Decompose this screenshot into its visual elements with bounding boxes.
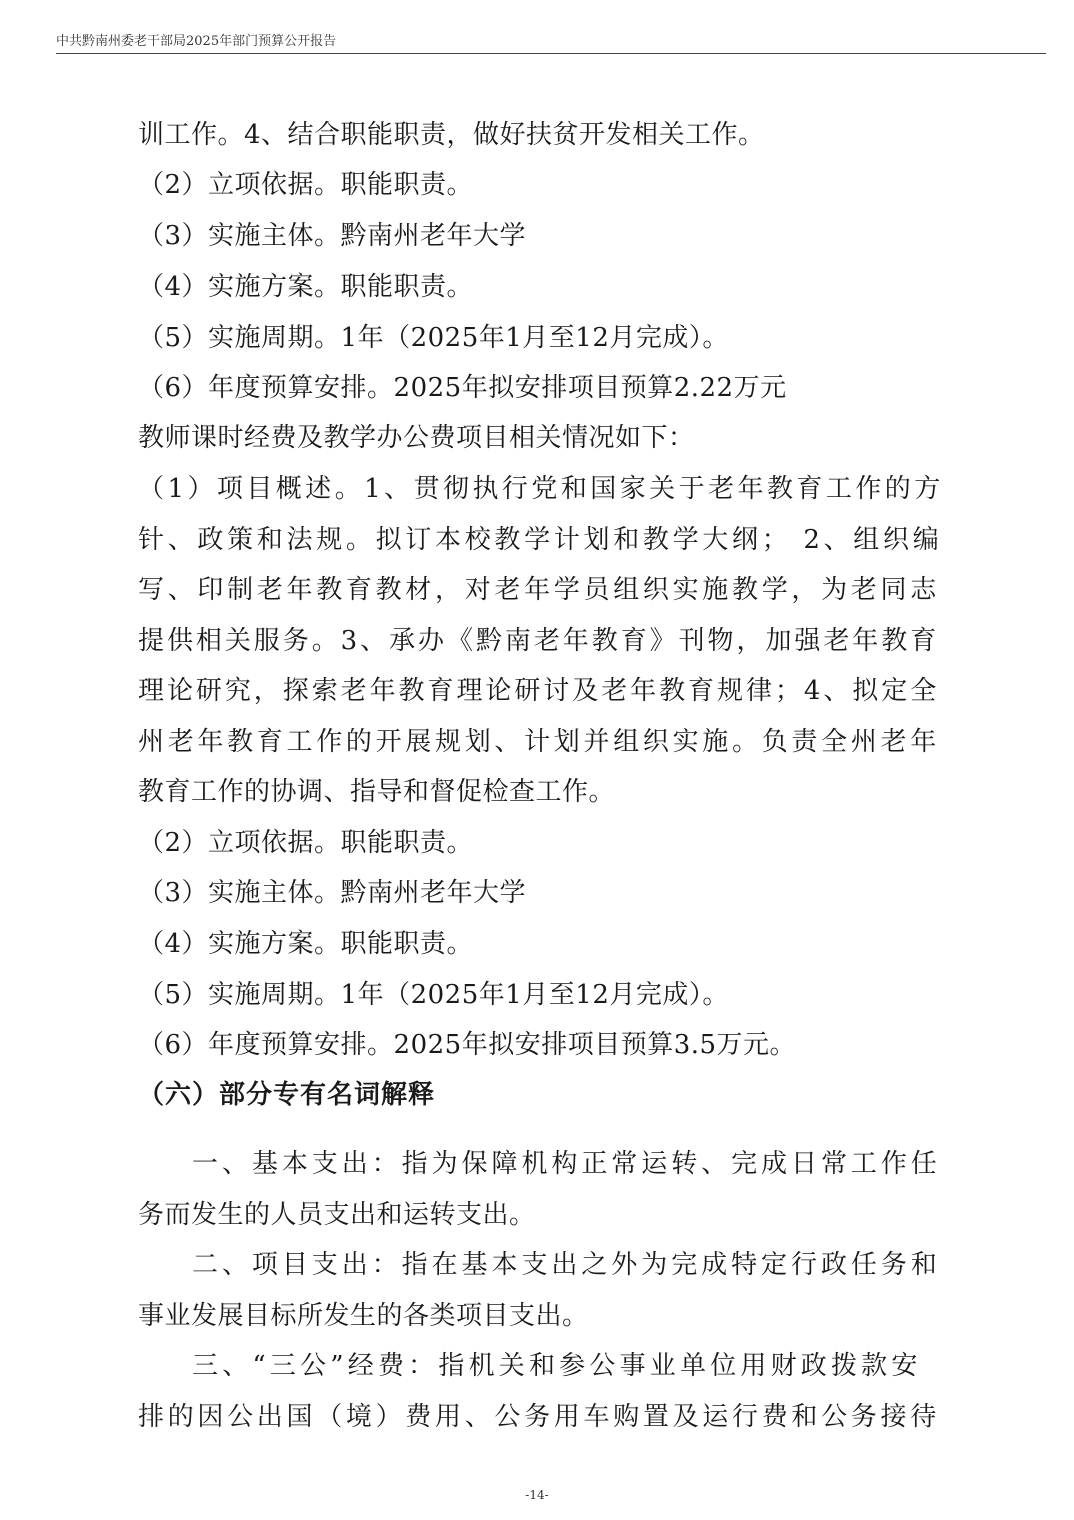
- body-line: （2）立项依据。职能职责。: [138, 170, 474, 200]
- definition-line: 务而发生的人员支出和运转支出。: [138, 1200, 536, 1230]
- body-line: 理论研究，探索老年教育理论研讨及老年教育规律；4、拟定全: [138, 676, 940, 706]
- section-heading: （六）部分专有名词解释: [138, 1080, 436, 1110]
- definition-line: 三、“三公”经费：指机关和参公事业单位用财政拨款安: [192, 1351, 922, 1381]
- body-line: 提供相关服务。3、承办《黔南老年教育》刊物，加强老年教育: [138, 626, 940, 656]
- body-line: （5）实施周期。1年（2025年1月至12月完成）。: [138, 980, 729, 1010]
- body-line: （1）项目概述。1、贯彻执行党和国家关于老年教育工作的方: [138, 474, 944, 504]
- body-line: 教育工作的协调、指导和督促检查工作。: [138, 777, 616, 807]
- header-divider: [56, 53, 1046, 54]
- body-line: 写、印制老年教育教材，对老年学员组织实施教学，为老同志: [138, 575, 940, 605]
- body-line: （4）实施方案。职能职责。: [138, 929, 474, 959]
- body-line: 训工作。4、结合职能职责，做好扶贫开发相关工作。: [138, 120, 765, 150]
- definition-line: 二、项目支出：指在基本支出之外为完成特定行政任务和: [192, 1250, 941, 1280]
- body-line: （6）年度预算安排。2025年拟安排项目预算3.5万元。: [138, 1030, 797, 1060]
- body-line: 州老年教育工作的开展规划、计划并组织实施。负责全州老年: [138, 727, 940, 757]
- body-line: （3）实施主体。黔南州老年大学: [138, 878, 527, 908]
- body-line: 教师课时经费及教学办公费项目相关情况如下：: [138, 423, 695, 453]
- page-header-title: 中共黔南州委老干部局2025年部门预算公开报告: [56, 34, 337, 49]
- body-line: （4）实施方案。职能职责。: [138, 272, 474, 302]
- body-line: （3）实施主体。黔南州老年大学: [138, 221, 527, 251]
- definition-line: 一、基本支出：指为保障机构正常运转、完成日常工作任: [192, 1149, 941, 1179]
- body-line: 针、政策和法规。拟订本校教学计划和教学大纲； 2、组织编: [138, 525, 943, 555]
- body-line: （5）实施周期。1年（2025年1月至12月完成）。: [138, 323, 729, 353]
- body-line: （2）立项依据。职能职责。: [138, 828, 474, 858]
- definition-line: 事业发展目标所发生的各类项目支出。: [138, 1301, 589, 1331]
- page-number: -14-: [525, 1488, 549, 1502]
- definition-line: 排的因公出国（境）费用、公务用车购置及运行费和公务接待: [138, 1402, 940, 1432]
- body-line: （6）年度预算安排。2025年拟安排项目预算2.22万元: [138, 373, 787, 403]
